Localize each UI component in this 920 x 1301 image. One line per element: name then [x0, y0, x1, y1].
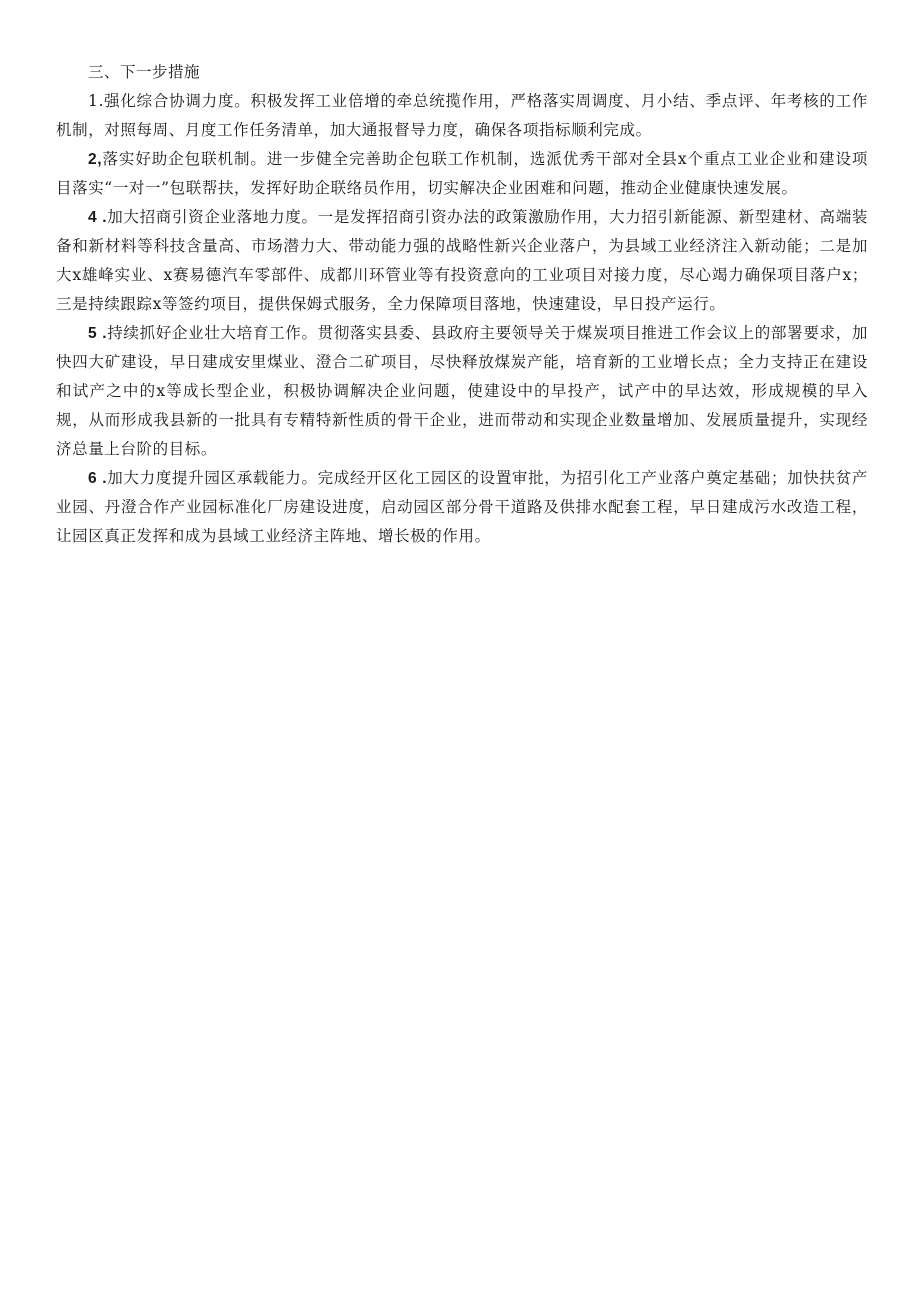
paragraph-text: 强化综合协调力度。积极发挥工业倍增的牵总统揽作用，严格落实周调度、月小结、季点评、年考核的工作机制，对照每周、月度工作任务清单，加大通报督导力度，确保各项指标顺利完成。	[56, 92, 868, 139]
section-heading: 三、下一步措施	[88, 63, 201, 81]
paragraph-measure-1	[56, 87, 868, 145]
paragraph-text: 落实好助企包联机制。进一步健全完善助企包联工作机制，选派优秀干部对全县x个重点工业企业和建设项目落实“一对一”包联帮扶，发挥好助企联络员作用，切实解决企业困难和问题，推动企业健康快速发展。	[56, 150, 868, 197]
paragraph-measure-5	[56, 319, 868, 464]
paragraph-measure-6	[56, 464, 868, 551]
paragraph-number: 4 .	[88, 209, 108, 226]
document-page	[56, 58, 868, 551]
paragraph-number: 6 .	[88, 470, 108, 487]
paragraph-measure-2	[56, 145, 868, 203]
paragraph-text: 加大力度提升园区承载能力。完成经开区化工园区的设置审批，为招引化工产业落户奠定基础；加快扶贫产业园、丹澄合作产业园标准化厂房建设进度，启动园区部分骨干道路及供排水配套工程，早日建成污水改造工程，让园区真正发挥和成为县域工业经济主阵地、增长极的作用。	[56, 469, 868, 545]
paragraph-measure-4	[56, 203, 868, 319]
paragraph-number: 5 .	[88, 325, 108, 342]
paragraph-number: 1.	[88, 92, 104, 110]
paragraph-text: 加大招商引资企业落地力度。一是发挥招商引资办法的政策激励作用，大力招引新能源、新型建材、高端装备和新材料等科技含量高、市场潜力大、带动能力强的战略性新兴企业落户，为县域工业经济注入新动能；二是加大x雄峰实业、x赛易德汽车零部件、成都川环管业等有投资意向的工业项目对接力度，尽心竭力确保项目落户x；三是持续跟踪x等签约项目，提供保姆式服务，全力保障项目落地，快速建设，早日投产运行。	[56, 208, 868, 313]
paragraph-text: 持续抓好企业壮大培育工作。贯彻落实县委、县政府主要领导关于煤炭项目推进工作会议上的部署要求，加快四大矿建设，早日建成安里煤业、澄合二矿项目，尽快释放煤炭产能，培育新的工业增长点；全力支持正在建设和试产之中的x等成长型企业，积极协调解决企业问题，使建设中的早投产，试产中的早达效，形成规模的早入规，从而形成我县新的一批具有专精特新性质的骨干企业，进而带动和实现企业数量增加、发展质量提升，实现经济总量上台阶的目标。	[56, 324, 868, 458]
paragraph-number: 2,	[88, 151, 103, 168]
